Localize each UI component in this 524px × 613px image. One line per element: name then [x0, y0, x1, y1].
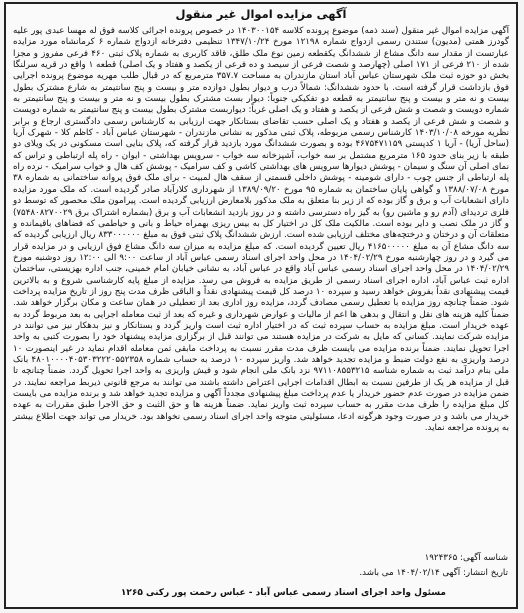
notice-body: آگهی مزایده اموال غیر منقول (سند ذمه) موضوع پرونده کلاسه ۱۴۰۳۰۰۱۵۴ در خصوص پرونده اجرائی کلاسه فوق له مهسا عبدی پور علیه گودرز همتی (مدیون) ستندن رسمی ازدواج شماره ۱۲۱۹۸ مورخ ۱۳۴۷/۱۰/۲۴ تنظیمی دفترخانه ازدواج شماره ۶ کرمانشاه مورد مزایده عبارتست از مقدار سه دانگ مشاع از ششدانگ یکقطعه زمین نوع ملک طلق، قاقد کاربری به شماره پلاک ثبتی ۴۶۰ فرعی مفروز و مجزا شده از ۲۱۰ فرعی از ۱۷۱ اصلی (چهارصد و شصت فرعی از سیصد و ده فرعی از یکصد و هفتاد و یک اصلی) قطعه ۱ واقع در قریه سرلنگا بخش دو حوزه ثبت ملک شهرستان عباس آباد استان مازندران به مساحت ۳۵۷.۷ مترمربع که در قبال طلب مهریه موضوع پرونده اجرایی فوق بازداشت قرار گرفته است. با حدود ششدانگ: شمالاً درب و دیوار بطول دوازده متر و بیست و پنج سانتیمتر به شارع مشترک بطول بیست و نه متر و بیست و پنج سانتیمتر به قطعه دو تفکیکی جنوباً: دیوار بست مشترک بطول بیست و نه متر و بیست و پنج سانتیمتر به شماره دویست و شصت و شش فرعی از یکصد و هفتاد و یک اصلی غرباً: دیواربست مشترک بطول بیست و پنج سانتیمتر به شماره دویست و شصت و شش فرعی از یکصد و هفتاد و یک اصلی حسب تقاضای بستانکار جهت ارزیابی به کارشناس رسمی دادگستری ارجاع و برابر نظریه مورخه ۱۴۰۳/۱۰/۰۸ کارشناس رسمی مربوطه، پلاک ثبتی مذکور به نشانی مازندران - شهرستان عباس آباد - کاظم کلا - شهرک آریا (ساحل آریا) - آریا ۱ کدپستی ۴۶۷۵۴۷۱۱۵۹ بوده و بصورت ششدانگ مورد بازدید قرار گرفته که، پلاک بنایی است مسکونی در یک ویلای دو طبقه با زیر بنای حدود ۱۶۵ مترمربع مشتمل بر سه خواب، آشپزخانه سه خواب - سرویس بهداشتی - ایوان - راه پله ارتباطی و تراس که نمای اصلی آن سنگ و سیمان - پوشش دیوارها سرویس های بهداشتی کاشی و کف سرامیک - پوشش کف هال و خواب سرامیک - نرده راه پله ارتباطی از جنس چوب - دارای شومینه - پوشش داخلی قسمتی از سقف هال لمبیت - برای ملک فوق پروانه ساختمانی به شماره ۳۸ مورخ ۱۳۸۸/۰۷/۰۸ و گواهی پایان ساختمان به شماره ۹۵ مورخ ۱۳۸۹/۰۹/۲۰ از شهرداری کلارآباد صادر گردیده است. که ملک مورد مزایده دارای انشعابات آب و برق و گاز بوده که از زیر بنا متعلق به ملک مذکور بلامعارض ارزیابی گردیده است. پیرامون ملک محصور که توسط دو فلزی تردیدای (آدم رو و ماشین رو) به گیز راه دسترسی داشته و در روز بازدید انشعابات آب و برق (بشماره اشتراک برق ۷۵۴۸۰۸۲۷۰۰۲۹) و گاز در ملک نصب و دایر بوده است. مالکیت ملک کل در اختیار کل به بیس ریزی بهمراه حیاط و بانی و حیاطمی که فضاهای باقیمانده و متعلقات آن و درختان و درختچه‌های مختلف ارزیابی شده است. ارزش ششدانگ پلاک ثبتی فوق به مبلغ ۸۳۳۰۰۰۰۰۰ ریال ارزیابی گردیده که سه دانگ مشاع آن به مبلغ ۴۱۶۵۰۰۰۰۰ ریال تعیین گردیده است. که مبلغ مزایده به میزان سه دانگ مشاع فوق ارزیابی و در مزایده قرار می گیرد و در روز چهارشنبه مورخ ۱۴۰۴/۰۲/۲۹ در محل واحد اجرای اسناد رسمی عباس آباد از ساعت ۹:۰۰ الی ۱۲:۰۰ روز دوشنبه مورخ ۱۴۰۴/۰۲/۲۹ در محل واحد اجرای اسناد رسمی عباس آباد واقع در عباس آباد، به نشانی خیابان امام خمینی، جنب اداره بهزیستی، ساختمان اداره ثبت عباس آباد، اداره اجرای اسناد رسمی از طریق مزایده به فروش می رسد. مزایده از مبلغ پایه کارشناسی شروع و به بالاترین قیمت پیشنهادی نقداً بفروش خواهد رسید و سپرده ۱۰ درصد کل قیمت پیشنهادی نقداً و الباقی ظرف مدت پنج روز از تاریخ مزایده پرداخت شود. ضمناً چنانچه روز مزایده با تعطیل رسمی مصادف گردد، مزایده روز اداری بعد از تعطیلی در همان ساعت و مکان برگزار خواهد شد. ضمناً کلیه هزینه های نقل و انتقال و بدهی ها اعم از مالیات و عوارض شهرداری و غیره که بعد از ثبت معامله اجرایی به بعد مربوط گردد به عهده خریدار است. مبلغ مزایده به حساب سپرده ثبت که در اختیار اداره ثبت است واریز گردد و بستانکار و نیز بدهکار نیز می توانند در مزایده شرکت نمایند. کسانی که مایل به شرکت در مزایده هستند می توانند قبل از برگزاری مزایده پیشنهاد خود را بصورت کتبی به واحد اجرا تحویل نمایند. ضمناً برنده مزایده می بایست ظرف مدت مقرر نسبت به پرداخت مابقی ثمن معامله اقدام نماید در غیر اینصورت ۱۰ درصد واریزی به نفع دولت ضبط و مزایده تجدید خواهد شد. واریز سپرده ۱۰ درصد به حساب شماره ۴۸۰۱۰۰۰۰۴۰۵۳۰۳۲۲۲۰۵۵۲۳۵۸ بانک ملی بنام درآمد ثبت به شماره شناسه ۹۷۱۱۰۸۵۵۳۲۱۵ نزد بانک ملی انجام شود و فیش واریزی به واحد اجرا تحویل گردد. ضمناً چنانچه تا قبل از مزایده هر یک از طرفین نسبت به ابطال اقدامات اجرایی اعتراض داشته باشند می توانند به مرجع قانونی ذیربط مراجعه نمایند. در ضمن مزایده در صورت عدم حضور خریدار یا عدم پرداخت مبلغ پیشنهادی مجدداً آگهی و مزایده تجدید خواهد شد و برنده مزایده می بایست کل مبلغ مزایده را ظرف مدت مقرر به حساب سپرده ثبت واریز نماید. ضمناً هزینه ها و حق الثبت و حق الاجرا طبق مقررات به عهده خریدار می باشد و در صورت وجود هرگونه ادعا، مسئولیتی متوجه واحد اجرای اسناد رسمی نخواهد بود. خریدار می تواند جهت اطلاع بیشتر به پرونده مراجعه نماید.: [13, 26, 510, 434]
publish-date: تاریخ انتشار: آگهی ۱۴۰۴/۰۲/۱۴ می باشد.: [359, 568, 508, 578]
notice-title: آگهی مزایده اموال غیر منقول: [175, 7, 347, 21]
notice-frame: [4, 2, 518, 609]
notice-id: شناسه آگهی: ۱۹۲۴۳۶۵: [424, 553, 508, 563]
signature-line: مسئول واحد اجرای اسناد رسمی عباس آباد - عباس رحمت پور رکنی ۱۲۶۵: [120, 588, 446, 598]
